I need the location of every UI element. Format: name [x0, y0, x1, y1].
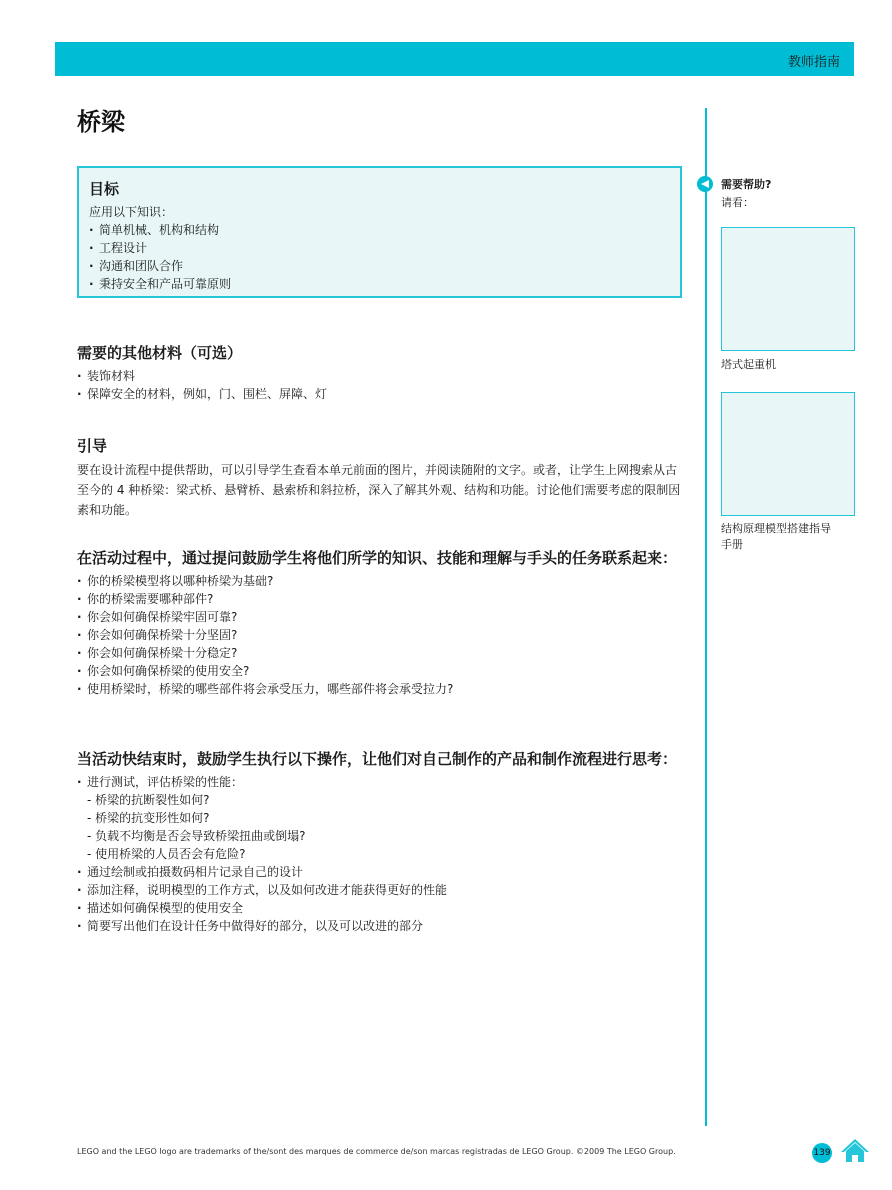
list-item: · 你的桥梁需要哪种部件?: [77, 590, 687, 608]
list-item: · 秉持安全和产品可靠原则: [89, 275, 670, 293]
section-title: 引导: [77, 437, 108, 455]
ref-label[interactable]: 结构原理模型搭建指导手册: [721, 522, 831, 551]
help-subtitle: 请看：: [721, 196, 754, 209]
ref-label[interactable]: 塔式起重机: [721, 358, 776, 371]
page-title: 桥梁: [77, 108, 125, 136]
list-item: · 简单机械、机构和结构: [89, 221, 670, 239]
help-title: 需要帮助?: [721, 178, 772, 191]
section-title: 当活动快结束时，鼓励学生执行以下操作，让他们对自己制作的产品和制作流程进行思考：: [77, 750, 678, 768]
footer-trademark: LEGO and the LEGO logo are trademarks of the/sont des marques de commerce de/son marcas registradas de LEGO Group. ©2009 The LEGO Group.: [77, 1147, 676, 1156]
list-item: · 简要写出他们在设计任务中做得好的部分，以及可以改进的部分: [77, 917, 687, 935]
during-section: [77, 548, 687, 698]
list-item: · 保障安全的材料，例如，门、围栏、屏障、灯: [77, 385, 687, 403]
list-item: · 通过绘制或拍摄数码相片记录自己的设计: [77, 863, 687, 881]
home-icon[interactable]: [840, 1137, 870, 1163]
sidebar-divider: [705, 108, 707, 1126]
header-bar: [55, 42, 854, 76]
list-item: · 你会如何确保桥梁十分坚固?: [77, 626, 687, 644]
section-title: 在活动过程中，通过提问鼓励学生将他们所学的知识、技能和理解与手头的任务联系起来：: [77, 549, 678, 567]
list-item: · 描述如何确保模型的使用安全: [77, 899, 687, 917]
list-item: · 你会如何确保桥梁的使用安全?: [77, 662, 687, 680]
intro-paragraph: 要在设计流程中提供帮助，可以引导学生查看本单元前面的图片，并阅读随附的文字。或者，让学生上网搜索从古至今的 4 种桥梁：梁式桥、悬臂桥、悬索桥和斜拉桥，深入了解其外观、结构和功能。讨论他们需要考虑的限制因素和功能。: [77, 463, 681, 517]
list-item: · 你会如何确保桥梁十分稳定?: [77, 644, 687, 662]
list-item: · 进行测试，评估桥梁的性能：: [77, 773, 687, 791]
sub-item: - 使用桥梁的人员否会有危险?: [87, 847, 246, 861]
page-number: 139: [812, 1143, 832, 1163]
list-item: · 工程设计: [89, 239, 670, 257]
section-title: 需要的其他材料（可选）: [77, 344, 243, 362]
ref-thumbnail-tower-crane[interactable]: [721, 227, 855, 351]
header-label: 教师指南: [787, 55, 840, 70]
list-item: · 装饰材料: [77, 367, 687, 385]
list-item: · 使用桥梁时，桥梁的哪些部件将会承受压力，哪些部件将会承受拉力?: [77, 680, 687, 698]
goal-title: 目标: [89, 180, 120, 198]
ref-thumbnail-structures-guide[interactable]: [721, 392, 855, 516]
sub-item: - 负载不均衡是否会导致桥梁扭曲或倒塌?: [87, 829, 306, 843]
list-item: · 添加注释，说明模型的工作方式，以及如何改进才能获得更好的性能: [77, 881, 687, 899]
sub-item: - 桥梁的抗变形性如何?: [87, 811, 210, 825]
help-panel: [721, 176, 771, 210]
list-item: · 你的桥梁模型将以哪种桥梁为基础?: [77, 572, 687, 590]
end-section: [77, 749, 687, 935]
list-item: · 你会如何确保桥梁牢固可靠?: [77, 608, 687, 626]
goal-intro: 应用以下知识：: [89, 205, 174, 219]
intro-section: [77, 436, 687, 520]
sub-item: - 桥梁的抗断裂性如何?: [87, 793, 210, 807]
list-item: · 沟通和团队合作: [89, 257, 670, 275]
goal-box: [77, 166, 682, 298]
materials-section: [77, 343, 687, 403]
help-arrow-icon: [697, 176, 713, 192]
